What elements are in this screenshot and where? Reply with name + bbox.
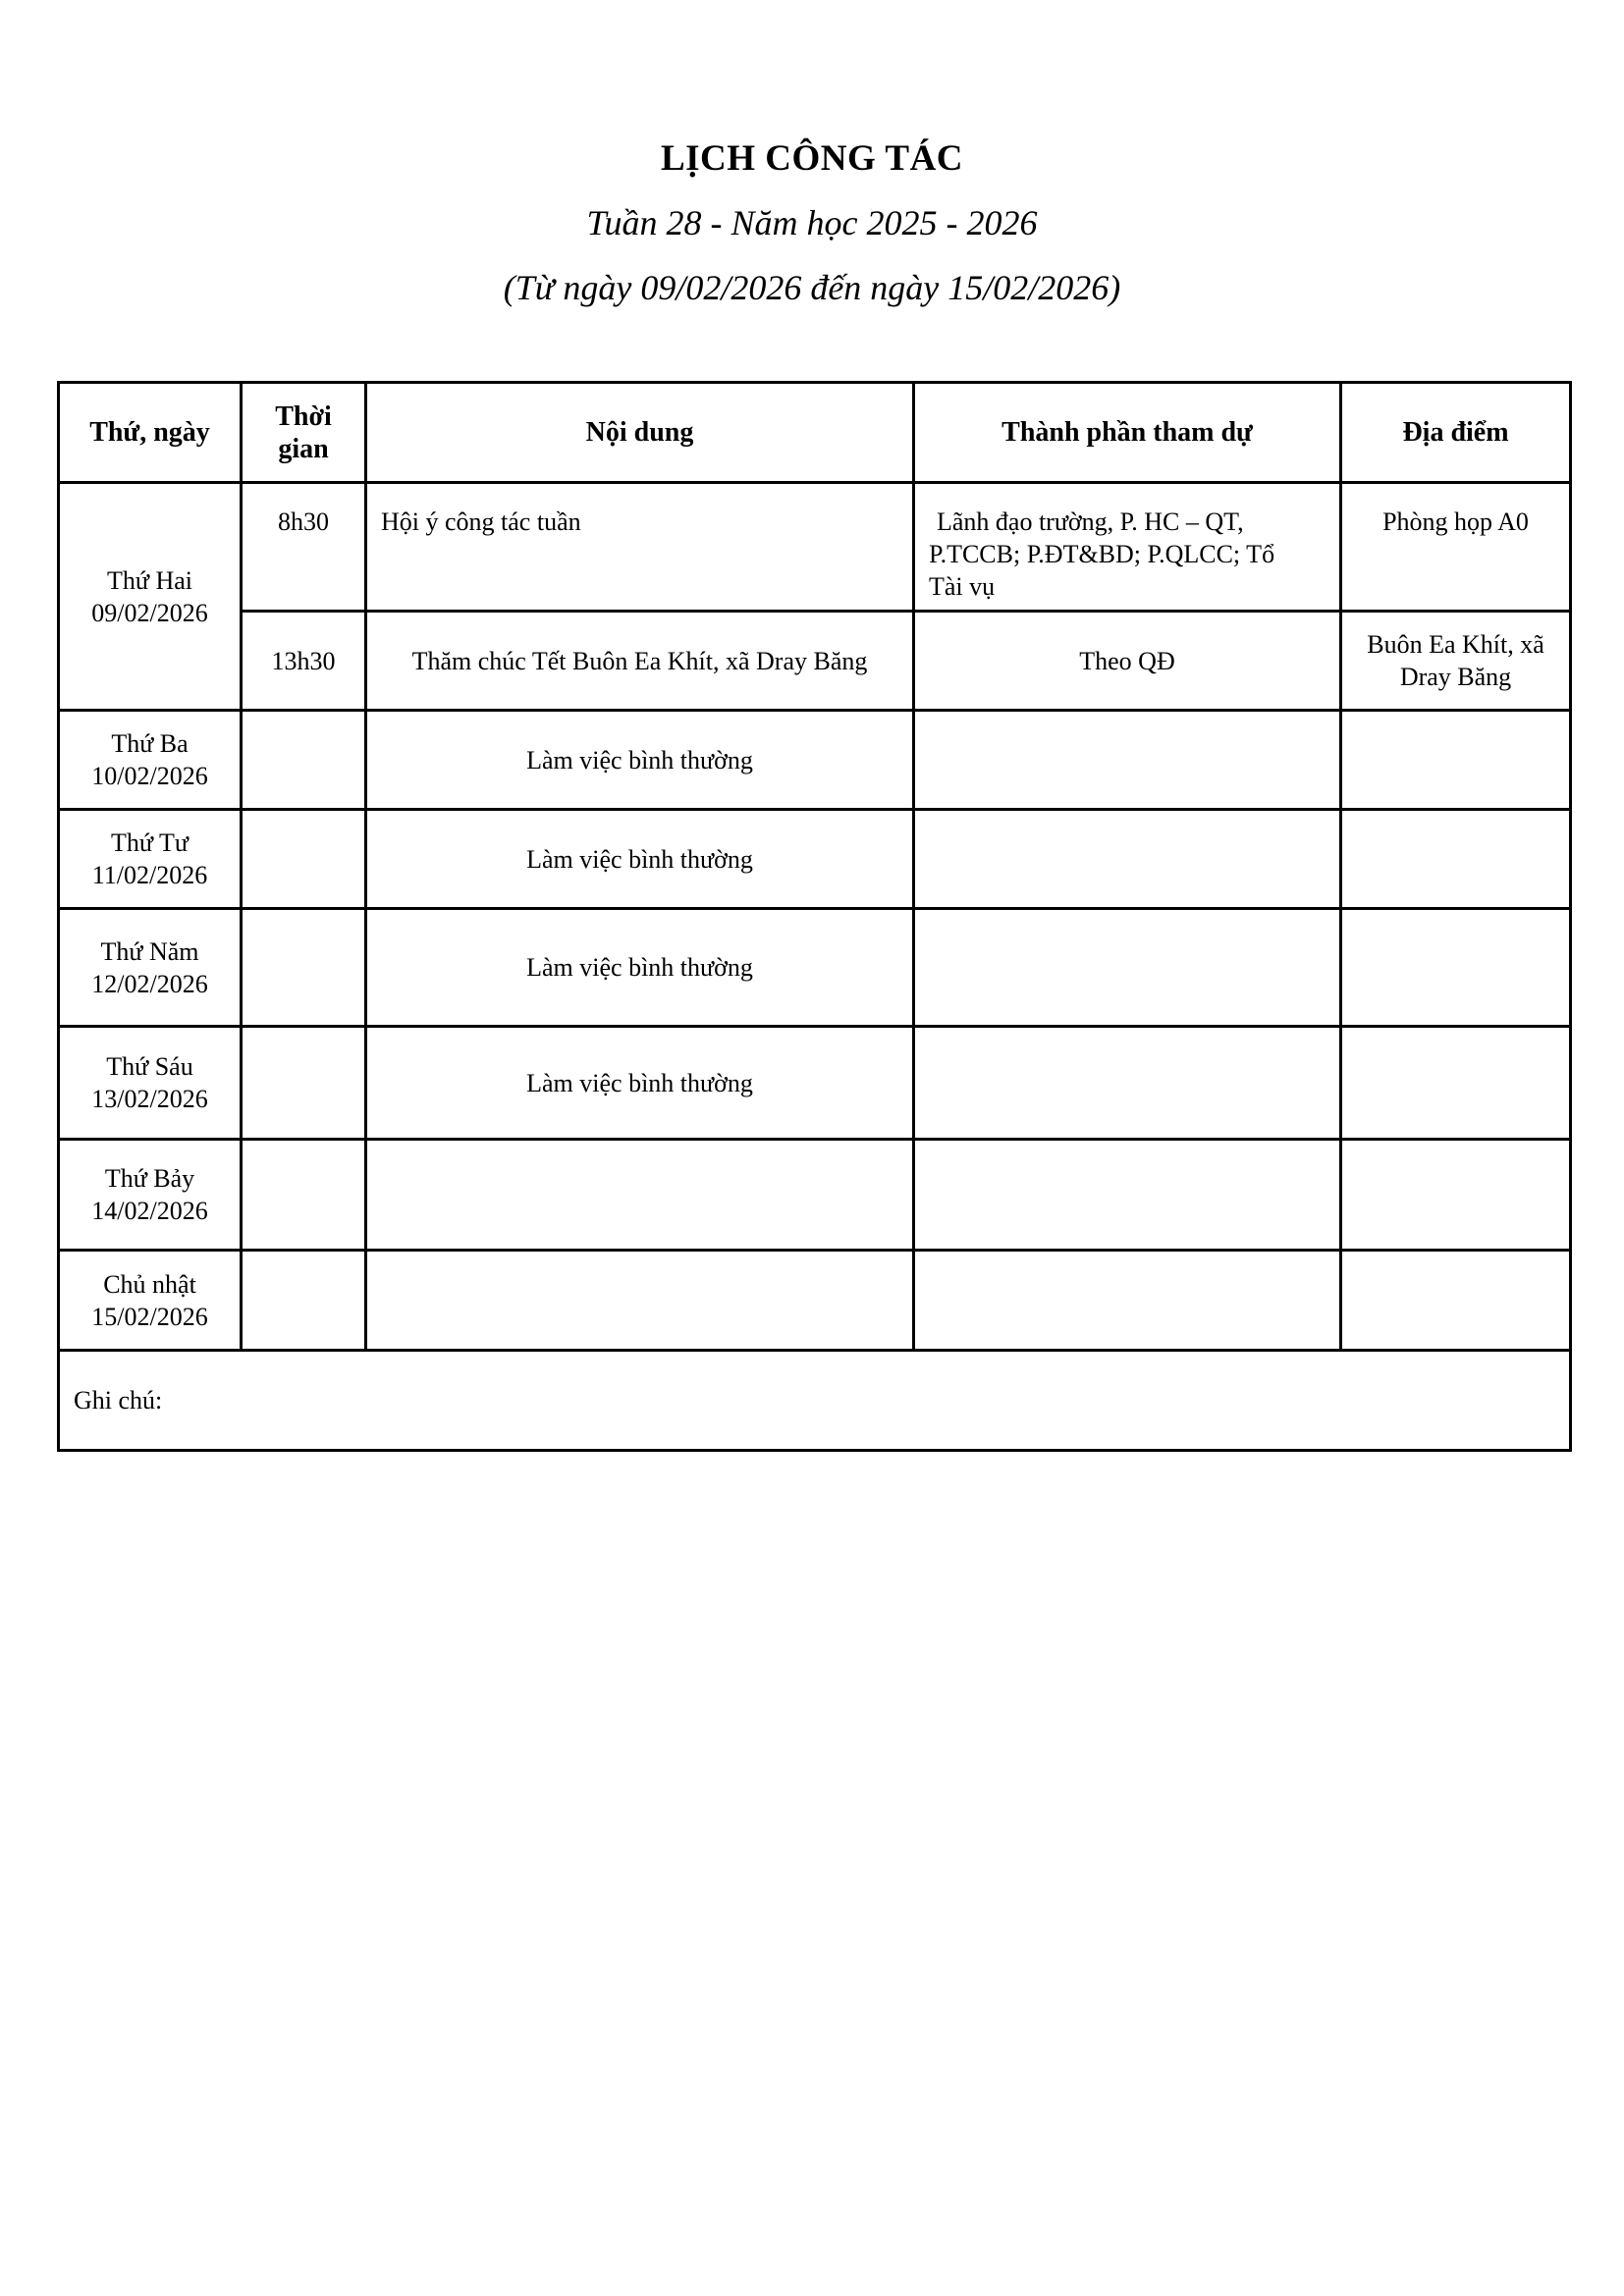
- header-participants: Thành phần tham dự: [914, 383, 1341, 483]
- content-cell: Thăm chúc Tết Buôn Ea Khít, xã Dray Băng: [366, 612, 914, 711]
- day-name: Thứ Bảy: [104, 1164, 195, 1193]
- day-name: Thứ Ba: [111, 729, 189, 758]
- table-row: [59, 909, 1571, 1027]
- table-row: [59, 1251, 1571, 1351]
- week-subtitle: Tuần 28 - Năm học 2025 - 2026: [586, 203, 1038, 242]
- time-cell: [242, 1027, 366, 1140]
- day-date: 13/02/2026: [91, 1085, 208, 1113]
- participants-cell: Theo QĐ: [914, 612, 1341, 711]
- header-day: Thứ, ngày: [59, 383, 242, 483]
- participants-cell: [914, 1251, 1341, 1351]
- header-time: [242, 383, 366, 483]
- header-content: Nội dung: [366, 383, 914, 483]
- header-time-line2: gian: [278, 433, 329, 464]
- day-cell: [59, 909, 242, 1027]
- participants-cell: [914, 711, 1341, 810]
- location-cell: [1341, 1027, 1571, 1140]
- day-cell-monday: [59, 483, 242, 711]
- time-cell: 13h30: [242, 612, 366, 711]
- day-date: 14/02/2026: [91, 1197, 208, 1225]
- location-cell: [1341, 810, 1571, 909]
- day-cell: [59, 1140, 242, 1251]
- day-date: 11/02/2026: [91, 861, 208, 889]
- participants-cell: [914, 1140, 1341, 1251]
- table-row: [59, 612, 1571, 711]
- day-date: 12/02/2026: [91, 969, 208, 998]
- content-cell: Làm việc bình thường: [366, 1027, 914, 1140]
- content-cell: Làm việc bình thường: [366, 909, 914, 1027]
- participants-cell: [914, 1027, 1341, 1140]
- location-cell: [1341, 1251, 1571, 1351]
- header-location: Địa điểm: [1341, 383, 1571, 483]
- day-name: Thứ Sáu: [106, 1052, 193, 1081]
- day-cell: [59, 810, 242, 909]
- day-cell: [59, 711, 242, 810]
- location-line: Buôn Ea Khít, xã: [1367, 630, 1544, 659]
- table-row: [59, 711, 1571, 810]
- day-name: Thứ Tư: [111, 828, 189, 857]
- time-cell: [242, 909, 366, 1027]
- day-name: Chủ nhật: [103, 1269, 196, 1299]
- content-cell: [366, 1251, 914, 1351]
- location-line: Dray Băng: [1399, 663, 1512, 691]
- table-row: [59, 483, 1571, 612]
- content-cell: [366, 1140, 914, 1251]
- table-row: [59, 1027, 1571, 1140]
- content-cell: Làm việc bình thường: [366, 711, 914, 810]
- schedule-table: [57, 381, 1572, 1452]
- time-cell: [242, 1251, 366, 1351]
- day-date: 15/02/2026: [91, 1302, 208, 1331]
- participants-cell: [914, 483, 1341, 612]
- participants-line: Lãnh đạo trường, P. HC – QT,: [937, 507, 1244, 536]
- content-cell: Làm việc bình thường: [366, 810, 914, 909]
- note-row: [59, 1351, 1571, 1451]
- date-range: (Từ ngày 09/02/2026 đến ngày 15/02/2026): [503, 268, 1121, 307]
- day-name: Thứ Hai: [106, 565, 192, 595]
- location-cell: Phòng họp A0: [1341, 483, 1571, 612]
- day-name: Thứ Năm: [100, 936, 199, 966]
- location-cell: [1341, 711, 1571, 810]
- participants-line: Tài vụ: [929, 572, 996, 601]
- table-row: [59, 1140, 1571, 1251]
- time-cell: 8h30: [242, 483, 366, 612]
- location-cell: [1341, 612, 1571, 711]
- participants-cell: [914, 909, 1341, 1027]
- time-cell: [242, 711, 366, 810]
- location-cell: [1341, 909, 1571, 1027]
- header-time-line1: Thời: [275, 400, 332, 432]
- time-cell: [242, 810, 366, 909]
- location-cell: [1341, 1140, 1571, 1251]
- page-title: LỊCH CÔNG TÁC: [660, 138, 964, 179]
- day-cell: [59, 1027, 242, 1140]
- time-cell: [242, 1140, 366, 1251]
- day-cell: [59, 1251, 242, 1351]
- content-cell: Hội ý công tác tuần: [366, 483, 914, 612]
- header-row: [59, 383, 1571, 483]
- participants-line: P.TCCB; P.ĐT&BD; P.QLCC; Tổ: [929, 540, 1275, 568]
- participants-cell: [914, 810, 1341, 909]
- table-row: [59, 810, 1571, 909]
- day-date: 10/02/2026: [91, 762, 208, 790]
- note-cell: Ghi chú:: [59, 1351, 1571, 1451]
- day-date: 09/02/2026: [91, 598, 208, 627]
